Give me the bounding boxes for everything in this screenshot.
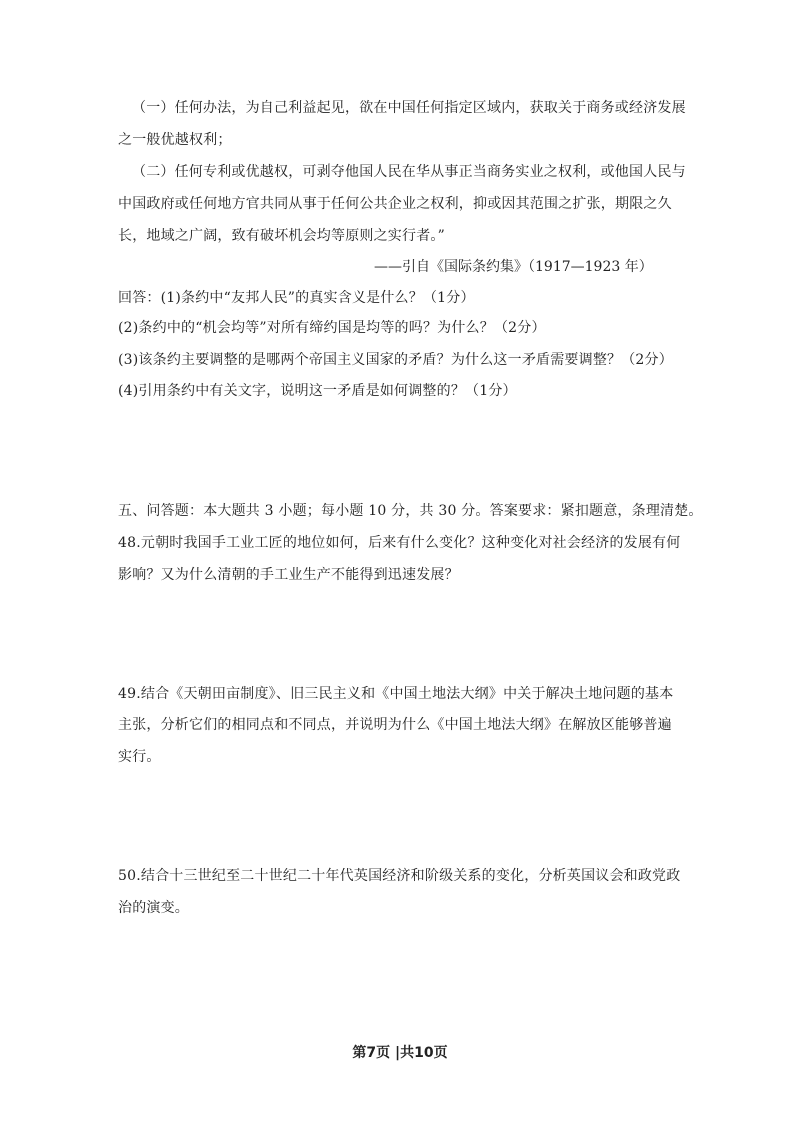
question-49-line-2: 主张，分析它们的相同点和不同点，并说明为什么《中国土地法大纲》在解放区能够普遍: [118, 717, 672, 733]
treaty-source-citation: ——引自《国际条约集》（1917—1923 年）: [374, 259, 653, 275]
section-5-header: 五、问答题：本大题共 3 小题；每小题 10 分，共 30 分。答案要求：紧扣题意，条理清楚。: [118, 503, 703, 519]
treaty-clause-2-line-2: 中国政府或任何地方官共同从事于任何公共企业之权利，抑或因其范围之扩张，期限之久: [118, 196, 672, 212]
treaty-clause-2-line-1: （二）任何专利或优越权，可剥夺他国人民在华从事正当商务实业之权利，或他国人民与: [132, 164, 686, 180]
question-47-part-1: 回答：(1)条约中“友邦人民”的真实含义是什么？（1分）: [118, 290, 475, 306]
question-48-line-1: 48.元朝时我国手工业工匠的地位如何，后来有什么变化？这种变化对社会经济的发展有何: [118, 535, 681, 551]
question-50-line-1: 50.结合十三世纪至二十世纪二十年代英国经济和阶级关系的变化，分析英国议会和政党政: [118, 868, 681, 884]
question-49-line-3: 实行。: [118, 749, 161, 765]
question-47-part-3: (3)该条约主要调整的是哪两个帝国主义国家的矛盾？为什么这一矛盾需要调整？（2分）: [118, 352, 673, 368]
question-50-line-2: 治的演变。: [118, 900, 189, 916]
question-48-line-2: 影响？又为什么清朝的手工业生产不能得到迅速发展？: [118, 567, 459, 583]
treaty-clause-2-line-3: 长，地域之广阔，致有破坏机会均等原则之实行者。”: [118, 228, 445, 244]
page-number-footer: 第7页 |共10页: [352, 1045, 448, 1061]
question-47-part-2: (2)条约中的“机会均等”对所有缔约国是均等的吗？为什么？（2分）: [118, 320, 546, 336]
question-47-part-4: (4)引用条约中有关文字，说明这一矛盾是如何调整的？（1分）: [118, 383, 517, 399]
treaty-clause-1-line-1: （一）任何办法，为自己利益起见，欲在中国任何指定区域内，获取关于商务或经济发展: [132, 100, 686, 116]
question-49-line-1: 49.结合《天朝田亩制度》、旧三民主义和《中国土地法大纲》中关于解决土地问题的基本: [118, 686, 674, 702]
treaty-clause-1-line-2: 之一般优越权利；: [118, 132, 232, 148]
